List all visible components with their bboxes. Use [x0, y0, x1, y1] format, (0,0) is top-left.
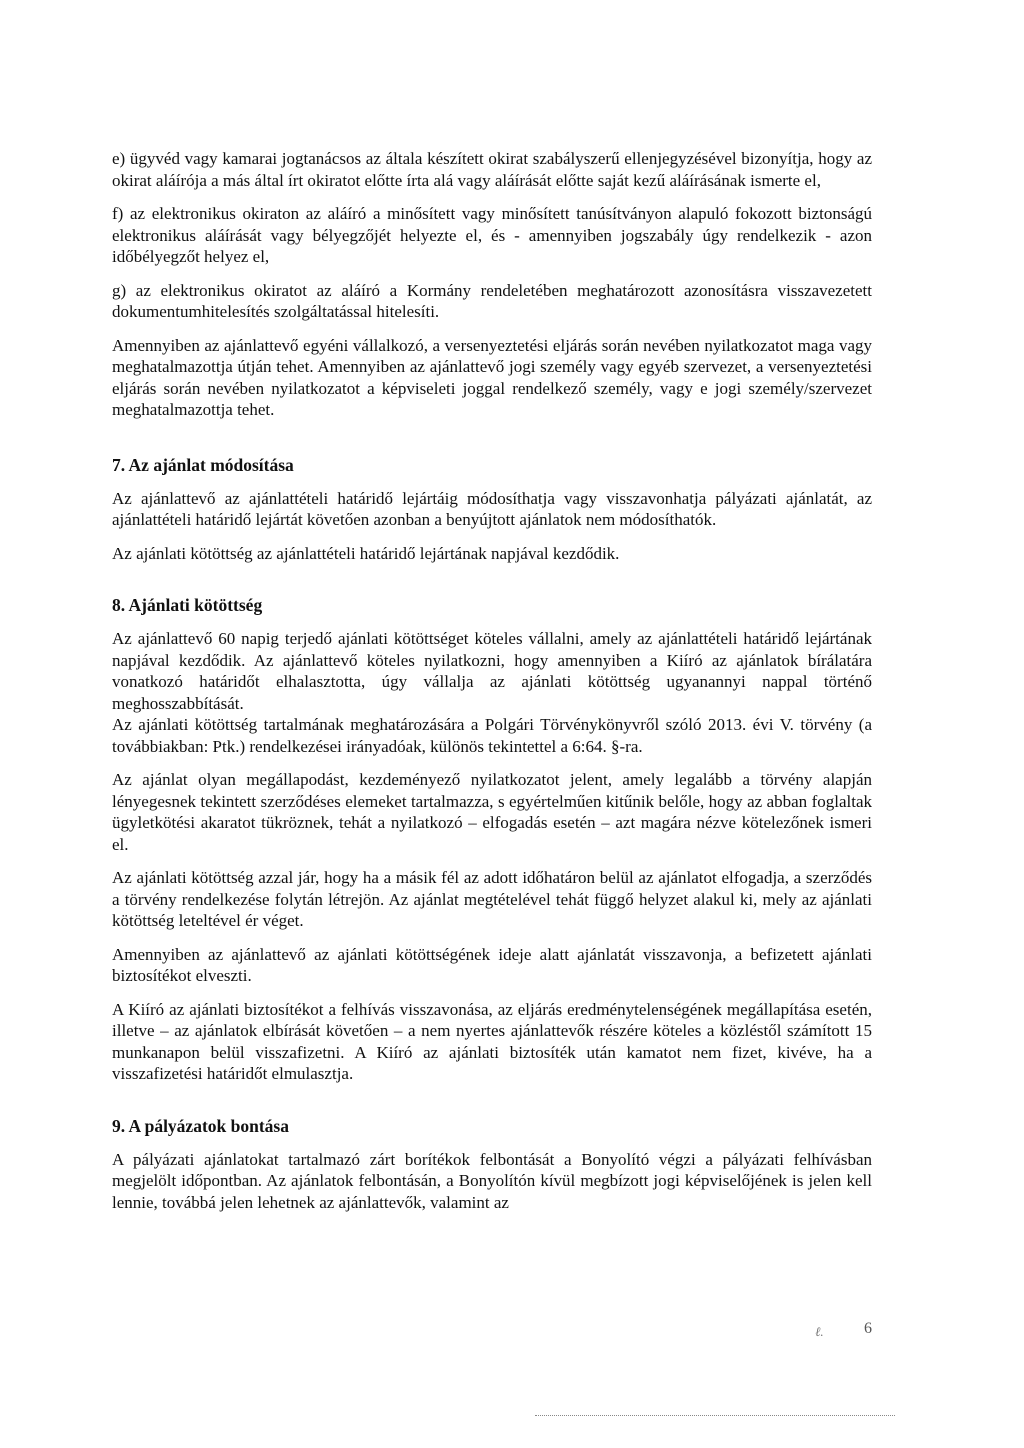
section-8-heading: 8. Ajánlati kötöttség: [112, 595, 263, 615]
section-9-heading: 9. A pályázatok bontása: [112, 1115, 289, 1136]
section-7-heading: 7. Az ajánlat módosítása: [112, 454, 294, 475]
paragraph-representation: Amennyiben az ajánlattevő egyéni vállalkozó, a versenyeztetési eljárás során nevében nyilatkozatot maga vagy meghatalmazottja útján tehet. Amennyiben az ajánlattevő jogi személy vagy egyéb szervezet, a versenyeztetési eljárás során nevében nyilatkozatot a képviseleti joggal rendelkező személy, vagy e jogi személy/szervezet meghatalmazottja tehet.: [112, 335, 872, 419]
section-7-paragraph-1: Az ajánlattevő az ajánlattételi határidő lejártáig módosíthatja vagy visszavonhatja pályázati ajánlatát, az ajánlattételi határidő lejártát követően azonban a benyújtott ajánlatok nem módosíthatók.: [112, 488, 872, 529]
initials-mark: ℓ.: [815, 1324, 824, 1339]
section-8-paragraph-4: Az ajánlati kötöttség azzal jár, hogy ha a másik fél az adott időhatáron belül az ajánlatot elfogadja, a szerződés a törvény rendelkezése folytán létrejön. Az ajánlat megtételével tehát függő helyzet alakul ki, mely az ajánlati kötöttség leteltével ér véget.: [112, 868, 872, 930]
section-8-paragraph-1: Az ajánlattevő 60 napig terjedő ajánlati kötöttséget köteles vállalni, amely az ajánlattételi határidő lejártának napjával kezdődik. Az ajánlattevő köteles nyilatkozni, hogy amennyiben a Kiíró az ajánlatok bírálatára vonatkozó határidőt elhalasztotta, úgy vállalja az ajánlati kötöttség ugyanannyi nappal történő meghosszabbítását.: [112, 629, 872, 713]
bottom-scan-line: [535, 1415, 895, 1416]
page-number: 6: [864, 1320, 872, 1337]
paragraph-f: f) az elektronikus okiraton az aláíró a minősített vagy minősített tanúsítványon alapuló fokozott biztonságú elektronikus aláírását vagy bélyegzőjét helyezte el, és - amennyiben jogszabály úgy rendelkezik - azon időbélyegzőt helyez el,: [112, 204, 872, 266]
section-9-paragraph-1: A pályázati ajánlatokat tartalmazó zárt borítékok felbontását a Bonyolító végzi a pályázati felhívásban megjelölt időpontban. Az ajánlatok felbontásán, a Bonyolítón kívül megbízott jogi képviselőjének is jelen kell lennie, továbbá jelen lehetnek az ajánlattevők, valamint az: [112, 1149, 872, 1212]
paragraph-e: e) ügyvéd vagy kamarai jogtanácsos az általa készített okirat szabályszerű ellenjegyzésével bizonyítja, hogy az okirat aláírója a más által írt okiratot előtte írta alá vagy aláírását előtte saját kezű aláírásának ismerte el,: [112, 149, 872, 190]
document-page: [112, 148, 872, 1225]
section-8-paragraph-2: Az ajánlati kötöttség tartalmának meghatározására a Polgári Törvénykönyvről szóló 2013. évi V. törvény (a továbbiakban: Ptk.) rendelkezései irányadóak, különös tekintettel a 6:64. §-ra.: [112, 715, 872, 756]
paragraph-g: g) az elektronikus okiratot az aláíró a Kormány rendeletében meghatározott azonosításra visszavezetett dokumentumhitelesítés szolgáltatással hitelesíti.: [112, 280, 872, 321]
section-8-paragraph-6: A Kiíró az ajánlati biztosítékot a felhívás visszavonása, az eljárás eredménytelenségének megállapítása esetén, illetve – az ajánlatok elbírását követően – a nem nyertes ajánlattevők részére köteles a közléstől számított 15 munkanapon belül visszafizetni. A Kiíró az ajánlati biztosíték után kamatot nem fizet, kivéve, ha a visszafizetési határidőt elmulasztja.: [112, 999, 872, 1083]
section-8-paragraph-5: Amennyiben az ajánlattevő az ajánlati kötöttségének ideje alatt ajánlatát visszavonja, a befizetett ajánlati biztosítékot elveszti.: [112, 944, 872, 985]
section-7-paragraph-2: Az ajánlati kötöttség az ajánlattételi határidő lejártának napjával kezdődik.: [112, 543, 620, 563]
section-8-paragraph-3: Az ajánlat olyan megállapodást, kezdeményező nyilatkozatot jelent, amely legalább a törvény alapján lényegesnek tekintett szerződéses elemeket tartalmazza, s egyértelműen kitűnik belőle, hogy az abban foglaltak ügyletkötési akaratot tükröznek, tehát a nyilatkozó – elfogadás esetén – azt magára nézve kötelezőnek ismeri el.: [112, 770, 872, 854]
page-footer: [815, 1320, 885, 1360]
